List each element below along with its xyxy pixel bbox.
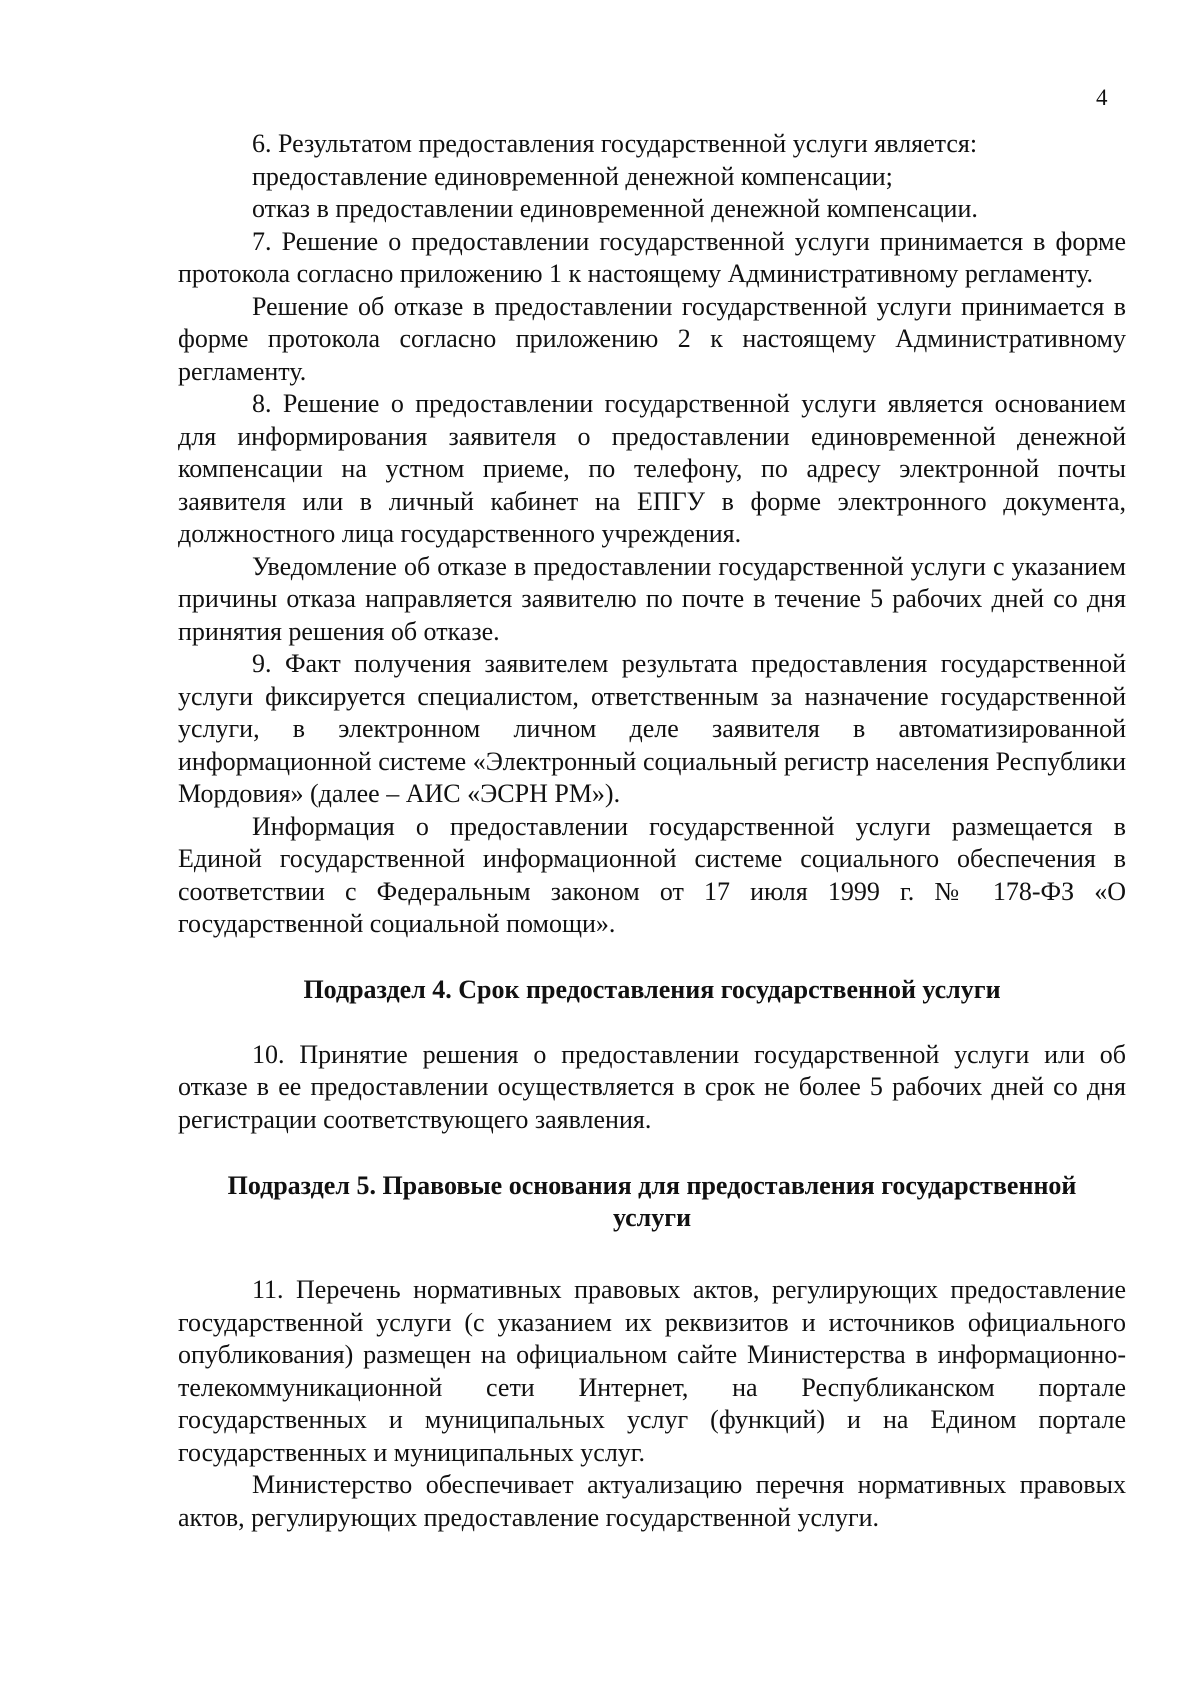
section-4-heading: Подраздел 4. Срок предоставления государственной услуги xyxy=(303,974,1001,1004)
paragraph-6-option-2: отказ в предоставлении единовременной денежной компенсации. xyxy=(252,194,978,223)
page-number: 4 xyxy=(1096,85,1108,110)
paragraph-6-option-1: предоставление единовременной денежной компенсации; xyxy=(252,161,893,191)
paragraph-11-update: Министерство обеспечивает актуализацию перечня нормативных правовых актов, регулирующих предоставление государственной услуги. xyxy=(178,1470,1126,1532)
paragraph-10: 10. Принятие решения о предоставлении государственной услуги или об отказе в ее предоставлении осуществляется в срок не более 5 рабочих дней со дня регистрации соответствующего заявления. xyxy=(178,1039,1126,1134)
paragraph-9-info: Информация о предоставлении государственной услуги размещается в Единой государственной информационной системе социального обеспечения в соответствии с Федеральным законом от 17 июля 1999 г. № 178-ФЗ «О государственной социальной помощи». xyxy=(178,811,1126,938)
document-body xyxy=(178,128,1126,1534)
paragraph-11: 11. Перечень нормативных правовых актов, регулирующих предоставление государственной услуги (с указанием их реквизитов и источников официального опубликования) размещен на официальном сайте Министерства в информационно-телекоммуникационной сети Интернет, на Республиканском портале государственных и муниципальных услуг (функций) и на Едином портале государственных и муниципальных услуг. xyxy=(178,1275,1126,1467)
paragraph-7: 7. Решение о предоставлении государственной услуги принимается в форме протокола согласно приложению 1 к настоящему Административному регламенту. xyxy=(178,226,1126,288)
section-5-heading: Подраздел 5. Правовые основания для предоставления государственной услуги xyxy=(227,1171,1077,1232)
paragraph-6-intro: 6. Результатом предоставления государственной услуги является: xyxy=(252,129,978,158)
paragraph-8-notice: Уведомление об отказе в предоставлении государственной услуги с указанием причины отказа направляется заявителю по почте в течение 5 рабочих дней со дня принятия решения об отказе. xyxy=(178,551,1126,646)
paragraph-9: 9. Факт получения заявителем результата предоставления государственной услуги фиксируется специалистом, ответственным за назначение государственной услуги, в электронном личном деле заявителя в автоматизированной информационной системе «Электронный социальный регистр населения Республики Мордовия» (далее – АИС «ЭСРН РМ»). xyxy=(178,649,1126,808)
paragraph-8: 8. Решение о предоставлении государственной услуги является основанием для информирования заявителя о предоставлении единовременной денежной компенсации на устном приеме, по телефону, по адресу электронной почты заявителя или в личный кабинет на ЕПГУ в форме электронного документа, должностного лица государственного учреждения. xyxy=(178,389,1126,548)
paragraph-7-refusal: Решение об отказе в предоставлении государственной услуги принимается в форме протокола согласно приложению 2 к настоящему Административному регламенту. xyxy=(178,291,1126,386)
